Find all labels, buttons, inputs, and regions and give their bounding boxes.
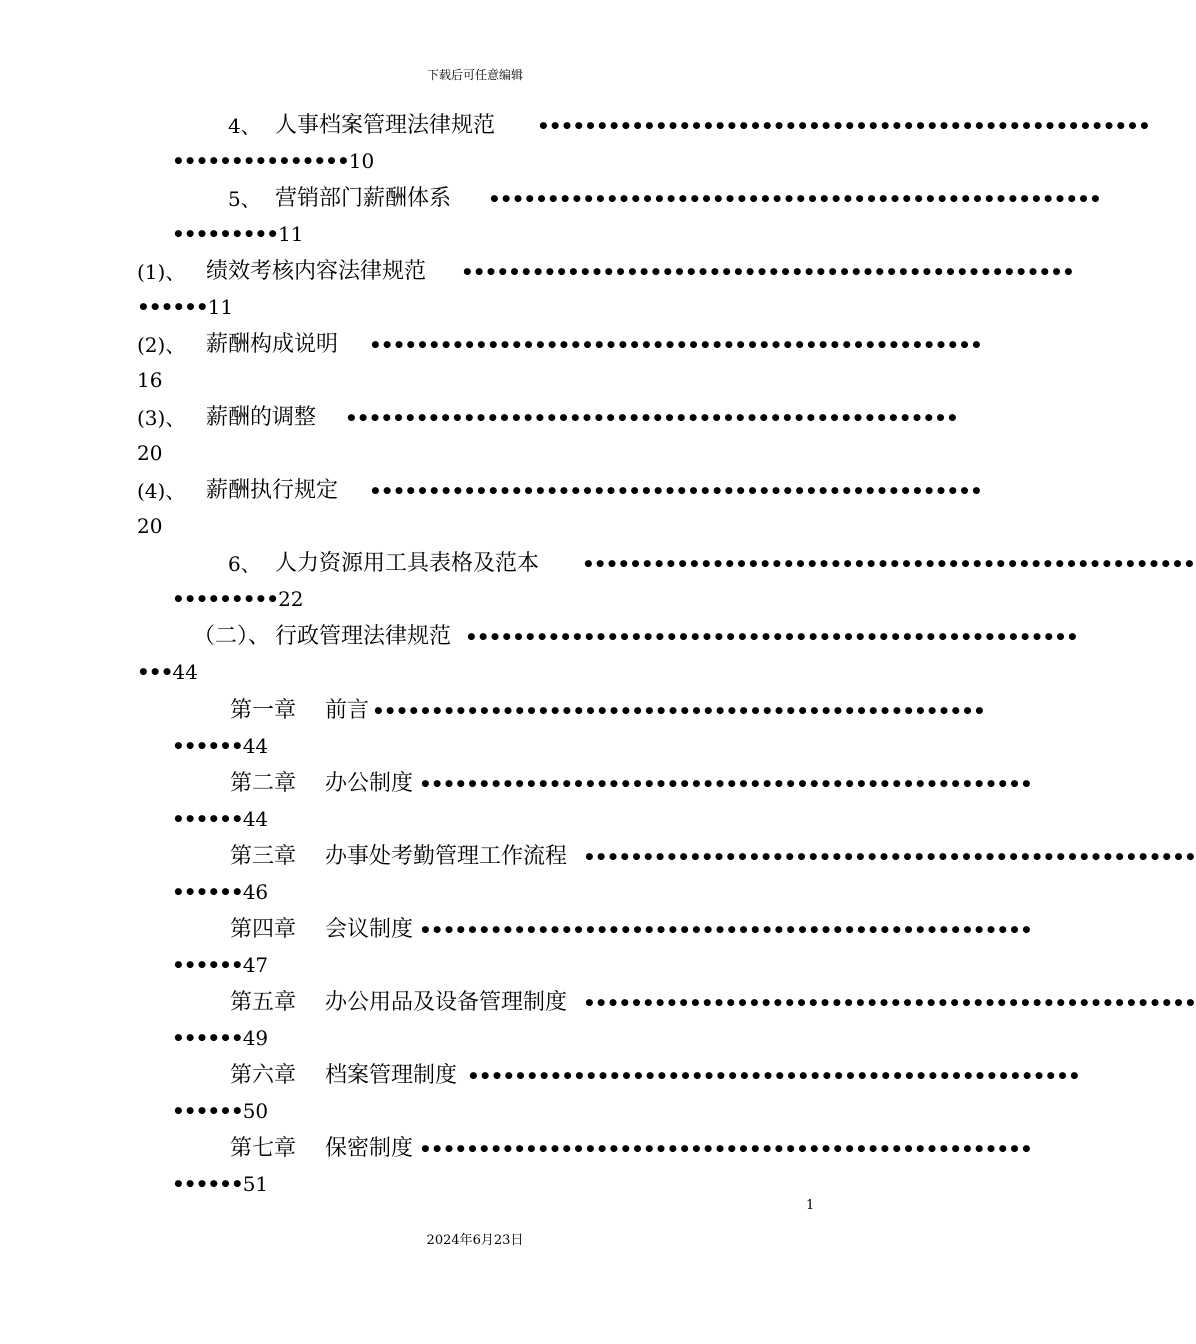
toc-dot-leader: •••••• xyxy=(137,295,208,319)
toc-entry-title: 行政管理法律规范 xyxy=(275,624,452,649)
toc-dot-leader: •••••• xyxy=(172,880,243,904)
toc-entry-number: (4)、 xyxy=(137,479,186,503)
toc-dot-leader: •••••• xyxy=(172,1099,243,1123)
toc-entry xyxy=(0,1059,1080,1093)
toc-entry-title: 薪酬的调整 xyxy=(206,405,317,430)
toc-dot-leader: ••• xyxy=(137,660,173,684)
toc-dot-leader: •••••• xyxy=(172,734,243,758)
toc-dot-leader: •••••••••••••••••••••••••••••••••••••••••••••••••••• xyxy=(369,479,982,503)
toc-entry xyxy=(0,1132,1032,1166)
toc-entry-page: 20 xyxy=(137,441,163,465)
toc-entry xyxy=(0,255,1074,289)
toc-entry-page: 22 xyxy=(278,587,304,611)
toc-entry-number: 第一章 xyxy=(230,698,297,723)
toc-dot-leader: •••••• xyxy=(172,1172,243,1196)
toc-entry-page: 16 xyxy=(137,368,163,392)
toc-entry-number: （二）、 xyxy=(193,624,271,649)
toc-dot-leader: •••••••••••••••••••••••••••••••••••••••••••••••••••• xyxy=(488,187,1101,211)
toc-dot-leader: •••••••••••••••••••••••••••••••••••••••••••••••••••• xyxy=(419,772,1032,796)
page-number: 1 xyxy=(806,1198,815,1213)
toc-entry-continuation xyxy=(172,731,268,761)
toc-entry xyxy=(0,182,1101,216)
toc-entry xyxy=(0,620,1078,654)
toc-entry-number: 第七章 xyxy=(230,1136,297,1161)
toc-dot-leader: ••••••••• xyxy=(172,587,279,611)
toc-entry-title: 办公用品及设备管理制度 xyxy=(325,990,568,1015)
toc-dot-leader: •••••••••••••••••••••••••••••••••••••••••••••••••••• xyxy=(461,260,1074,284)
toc-entry xyxy=(0,986,1196,1020)
toc-entry-page: 44 xyxy=(242,734,269,758)
toc-entry-title: 绩效考核内容法律规范 xyxy=(206,259,427,284)
toc-entry xyxy=(0,547,1195,581)
toc-dot-leader: •••••• xyxy=(172,953,243,977)
toc-entry-page: 44 xyxy=(242,807,269,831)
toc-entry-title: 保密制度 xyxy=(325,1136,414,1161)
toc-entry-title: 人事档案管理法律规范 xyxy=(275,113,496,138)
toc-entry-number: (1)、 xyxy=(137,260,186,284)
toc-entry-page: 46 xyxy=(242,880,269,904)
toc-entry-title: 办事处考勤管理工作流程 xyxy=(325,844,568,869)
toc-dot-leader: •••••••••••••••••••••••••••••••••••••••••••••••••••• xyxy=(345,406,958,430)
toc-entry-number: 4、 xyxy=(228,114,261,138)
toc-entry-continuation xyxy=(172,1096,268,1126)
toc-entry-continuation xyxy=(172,950,268,980)
toc-entry-title: 人力资源用工具表格及范本 xyxy=(275,551,540,576)
toc-entry-number: 第二章 xyxy=(230,771,297,796)
toc-entry-page: 51 xyxy=(242,1172,269,1196)
toc-entry-title: 前言 xyxy=(325,698,370,723)
page-footer-date: 2024年6月23日 xyxy=(426,1233,524,1248)
toc-entry-page: 47 xyxy=(242,953,269,977)
toc-entry-number: 第六章 xyxy=(230,1063,297,1088)
toc-entry xyxy=(0,328,982,362)
toc-entry xyxy=(0,694,985,728)
toc-entry-page: 11 xyxy=(278,222,304,246)
toc-entry-continuation xyxy=(137,511,162,541)
toc-dot-leader: •••••••••••••••••••••••••••••••••••••••••••••••••••• xyxy=(537,114,1150,138)
toc-entry-continuation xyxy=(172,877,268,907)
toc-entry-number: 第四章 xyxy=(230,917,297,942)
toc-entry-page: 11 xyxy=(207,295,234,319)
toc-dot-leader: •••••••••••••••••••••••••••••••••••••••••••••••••••• xyxy=(372,699,985,723)
toc-entry-number: 第五章 xyxy=(230,990,297,1015)
toc-dot-leader: •••••••••••••••••••••••••••••••••••••••••••••••••••• xyxy=(467,1064,1080,1088)
toc-dot-leader: •••••• xyxy=(172,1026,243,1050)
toc-entry xyxy=(0,109,1150,143)
toc-entry-continuation xyxy=(137,438,162,468)
toc-entry-page: 49 xyxy=(242,1026,269,1050)
toc-dot-leader: •••••••••••••••••••••••••••••••••••••••••••••••••••• xyxy=(583,991,1196,1015)
toc-entry-number: 第三章 xyxy=(230,844,297,869)
toc-entry-title: 会议制度 xyxy=(325,917,414,942)
toc-dot-leader: •••••••••••••••••••••••••••••••••••••••••••••••••••• xyxy=(369,333,982,357)
toc-dot-leader: ••••••••• xyxy=(172,222,279,246)
toc-entry-continuation xyxy=(172,804,268,834)
toc-dot-leader: •••••• xyxy=(172,807,243,831)
toc-entry-title: 档案管理制度 xyxy=(325,1063,458,1088)
toc-dot-leader: •••••••••••••••••••••••••••••••••••••••••••••••••••• xyxy=(583,845,1196,869)
toc-entry xyxy=(0,913,1032,947)
toc-entry-title: 办公制度 xyxy=(325,771,414,796)
toc-entry-continuation xyxy=(172,146,374,176)
toc-entry-continuation xyxy=(137,657,198,687)
toc-entry-number: (2)、 xyxy=(137,333,186,357)
toc-entry-number: 6、 xyxy=(228,552,261,576)
toc-entry-title: 薪酬构成说明 xyxy=(206,332,339,357)
toc-entry-continuation xyxy=(172,584,304,614)
toc-entry xyxy=(0,767,1032,801)
toc-entry-page: 20 xyxy=(137,514,163,538)
toc-entry-continuation xyxy=(172,1169,268,1199)
toc-entry-page: 10 xyxy=(348,149,375,173)
toc-entry xyxy=(0,401,958,435)
toc-entry-continuation xyxy=(172,1023,268,1053)
toc-entry-number: 5、 xyxy=(228,187,261,211)
toc-entry xyxy=(0,840,1196,874)
toc-entry-title: 薪酬执行规定 xyxy=(206,478,339,503)
toc-entry-number: (3)、 xyxy=(137,406,186,430)
toc-entry-page: 44 xyxy=(172,660,198,684)
toc-dot-leader: •••••••••••••••••••••••••••••••••••••••••••••••••••• xyxy=(465,625,1078,649)
toc-dot-leader: •••••••••••••••••••••••••••••••••••••••••••••••••••• xyxy=(419,918,1032,942)
toc-dot-leader: •••••••••••••••••••••••••••••••••••••••••••••••••••• xyxy=(582,552,1195,576)
toc-entry-title: 营销部门薪酬体系 xyxy=(275,186,452,211)
toc-dot-leader: ••••••••••••••• xyxy=(172,149,349,173)
toc-entry-continuation xyxy=(137,365,162,395)
toc-entry xyxy=(0,474,982,508)
toc-entry-continuation xyxy=(137,292,233,322)
toc-dot-leader: •••••••••••••••••••••••••••••••••••••••••••••••••••• xyxy=(419,1137,1032,1161)
toc-entry-page: 50 xyxy=(242,1099,269,1123)
page-header: 下载后可任意编辑 xyxy=(426,68,523,82)
toc-entry-continuation xyxy=(172,219,304,249)
